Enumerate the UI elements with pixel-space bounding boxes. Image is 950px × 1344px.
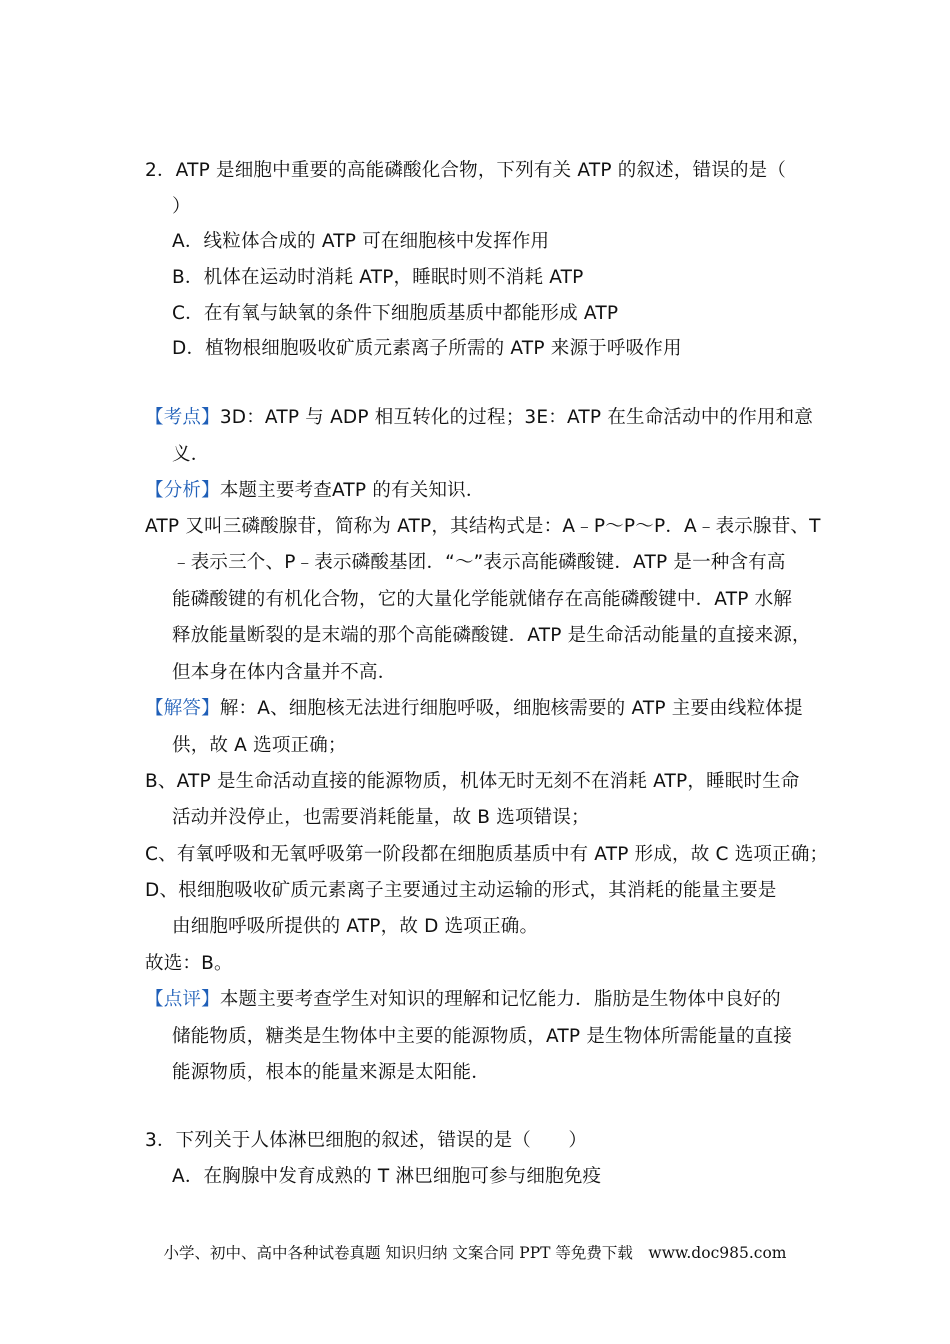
dianping-body-2: 能源物质，根本的能量来源是太阳能．	[172, 1062, 490, 1083]
fenxi-body-1: ATP 又叫三磷酸腺苷，简称为 ATP，其结构式是：A﹣P～P～P．A﹣表示腺苷、T	[145, 516, 821, 537]
fenxi-body-4: 释放能量断裂的是末端的那个高能磷酸键．ATP 是生命活动能量的直接来源，	[172, 625, 811, 646]
jieda-body-2: B、ATP 是生命活动直接的能源物质，机体无时无刻不在消耗 ATP，睡眠时生命	[145, 771, 800, 792]
jieda-body-1: 供，故 A 选项正确；	[172, 735, 347, 756]
jieda-body-5: D、根细胞吸收矿质元素离子主要通过主动运输的形式，其消耗的能量主要是	[145, 880, 777, 901]
jieda-line	[145, 697, 803, 721]
dianping-line	[145, 988, 781, 1012]
fenxi-body-5: 但本身在体内含量并不高．	[172, 662, 397, 683]
q2-option-c: C．在有氧与缺氧的条件下细胞质基质中都能形成 ATP	[172, 303, 619, 324]
dianping-text: 本题主要考查学生对知识的理解和记忆能力．脂肪是生物体中良好的	[219, 989, 781, 1010]
dianping-tag: 【点评】	[145, 989, 220, 1010]
fenxi-tag: 【分析】	[145, 480, 220, 501]
kaodian-cont: 义．	[172, 444, 210, 465]
jieda-body-3: 活动并没停止，也需要消耗能量，故 B 选项错误；	[172, 807, 590, 828]
q2-option-b: B．机体在运动时消耗 ATP，睡眠时则不消耗 ATP	[172, 267, 584, 288]
q3-option-a: A．在胸腺中发育成熟的 T 淋巴细胞可参与细胞免疫	[172, 1166, 602, 1187]
q2-option-d: D．植物根细胞吸收矿质元素离子所需的 ATP 来源于呼吸作用	[172, 338, 682, 359]
kaodian-tag: 【考点】	[145, 407, 220, 428]
q3-stem: 3．下列关于人体淋巴细胞的叙述，错误的是（ ）	[145, 1130, 588, 1151]
jieda-body-7: 故选：B。	[145, 953, 233, 974]
dianping-body-1: 储能物质，糖类是生物体中主要的能源物质，ATP 是生物体所需能量的直接	[172, 1026, 793, 1047]
fenxi-line	[145, 479, 485, 503]
kaodian-text: 3D：ATP 与 ADP 相互转化的过程；3E：ATP 在生命活动中的作用和意	[219, 407, 814, 428]
fenxi-body-2: ﹣表示三个、P﹣表示磷酸基团．“～”表示高能磷酸键．ATP 是一种含有高	[172, 552, 786, 573]
fenxi-body-3: 能磷酸键的有机化合物，它的大量化学能就储存在高能磷酸键中．ATP 水解	[172, 589, 793, 610]
jieda-tag: 【解答】	[145, 698, 220, 719]
q2-option-a: A．线粒体合成的 ATP 可在细胞核中发挥作用	[172, 231, 550, 252]
fenxi-text: 本题主要考查ATP 的有关知识．	[219, 480, 485, 501]
jieda-body-4: C、有氧呼吸和无氧呼吸第一阶段都在细胞质基质中有 ATP 形成，故 C 选项正确；	[145, 844, 829, 865]
page-footer: 小学、初中、高中各种试卷真题 知识归纳 文案合同 PPT 等免费下载 www.doc985.com	[163, 1244, 787, 1262]
kaodian-line	[145, 406, 813, 430]
jieda-text: 解：A、细胞核无法进行细胞呼吸，细胞核需要的 ATP 主要由线粒体提	[219, 698, 803, 719]
q2-stem-line-2: ）	[172, 196, 191, 217]
jieda-body-6: 由细胞呼吸所提供的 ATP，故 D 选项正确。	[172, 916, 539, 937]
q2-stem-line-1: 2．ATP 是细胞中重要的高能磷酸化合物，下列有关 ATP 的叙述，错误的是（	[145, 160, 787, 181]
